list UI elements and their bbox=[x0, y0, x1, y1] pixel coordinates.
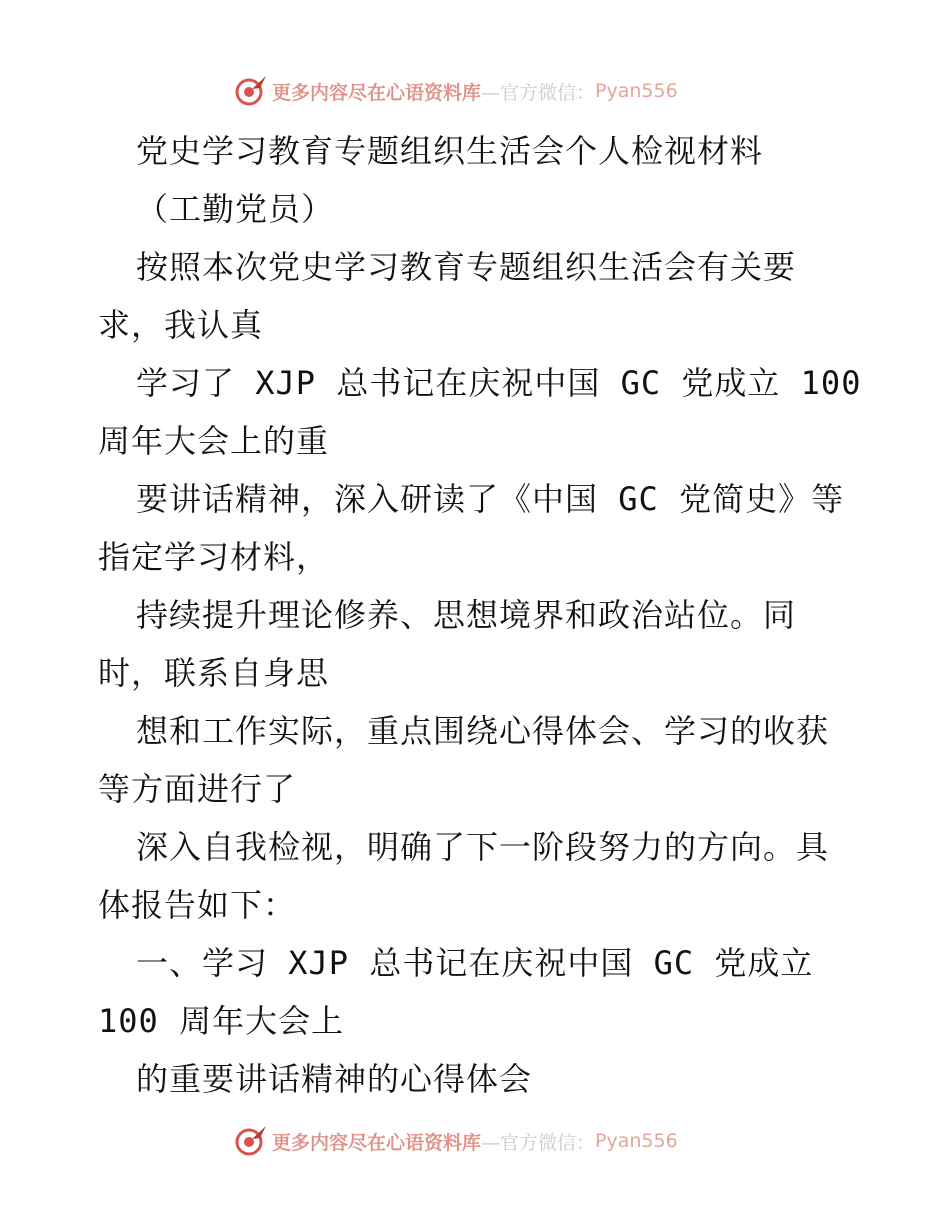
watermark-official-label: —官方微信： bbox=[481, 1131, 596, 1154]
body-text-line: 按照本次党史学习教育专题组织生活会有关要 bbox=[136, 248, 797, 286]
watermark-account: Pyan556 bbox=[595, 80, 678, 102]
body-text-line: 想和工作实际，重点围绕心得体会、学习的收获 bbox=[136, 712, 830, 750]
body-text-line: 的重要讲话精神的心得体会 bbox=[136, 1060, 533, 1098]
document-body bbox=[98, 122, 888, 1108]
watermark-site-name: 更多内容尽在心语资料库 bbox=[272, 1131, 482, 1154]
body-text-line: 一、学习 XJP 总书记在庆祝中国 GC 党成立 bbox=[136, 944, 814, 982]
body-text-line: 学习了 XJP 总书记在庆祝中国 GC 党成立 100 bbox=[136, 364, 862, 402]
watermark-site-name: 更多内容尽在心语资料库 bbox=[272, 81, 482, 104]
body-text-line: 体报告如下： bbox=[98, 886, 297, 924]
body-text-line: 深入自我检视，明确了下一阶段努力的方向。具 bbox=[136, 828, 830, 866]
watermark-official-label: —官方微信： bbox=[481, 81, 596, 104]
body-text-line: 求，我认真 bbox=[98, 306, 264, 344]
body-text-line: 党史学习教育专题组织生活会个人检视材料 bbox=[136, 132, 764, 170]
body-text-line: 100 周年大会上 bbox=[98, 1002, 345, 1040]
quill-logo-icon bbox=[234, 74, 268, 108]
body-text-line: 周年大会上的重 bbox=[98, 422, 330, 460]
footer-watermark bbox=[234, 1124, 678, 1158]
watermark-account: Pyan556 bbox=[595, 1130, 678, 1152]
body-text-line: 等方面进行了 bbox=[98, 770, 297, 808]
body-text-line: 要讲话精神，深入研读了《中国 GC 党简史》等 bbox=[136, 480, 845, 518]
body-text-line: 时，联系自身思 bbox=[98, 654, 330, 692]
header-watermark bbox=[234, 74, 678, 108]
body-text-line: （工勤党员） bbox=[136, 190, 335, 228]
body-text-line: 持续提升理论修养、思想境界和政治站位。同 bbox=[136, 596, 797, 634]
quill-logo-icon bbox=[234, 1124, 268, 1158]
body-text-line: 指定学习材料， bbox=[98, 538, 330, 576]
